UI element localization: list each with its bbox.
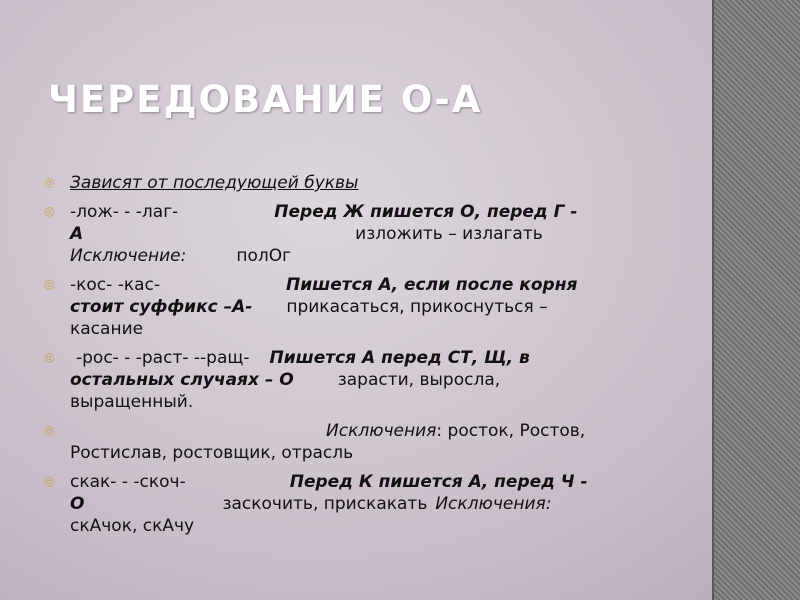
exception-label: Исключения — [326, 421, 437, 441]
rule-text: Перед К пишется А, перед Ч - — [289, 472, 588, 492]
example-text: изложить – излагать — [355, 224, 543, 244]
intro-text: Зависят от последующей буквы — [70, 173, 359, 193]
example-text: заскочить, прискакать — [222, 494, 428, 514]
list-item — [44, 347, 664, 413]
example-text-cont: касание — [70, 319, 144, 339]
root-text: скак- - -скоч- — [70, 472, 186, 492]
example-text: зарасти, выросла, — [337, 370, 501, 390]
list-item — [44, 471, 664, 537]
exception-text: : росток, Ростов, — [436, 421, 586, 441]
example-text-cont: выращенный. — [70, 392, 194, 412]
list-item — [44, 201, 664, 267]
example-text: прикасаться, прикоснуться – — [286, 297, 548, 317]
rule-text-cont: стоит суффикс –А- — [70, 297, 253, 317]
root-text: -рос- - -раст- --ращ- — [76, 348, 250, 368]
rule-text: Пишется А перед СТ, Щ, в — [269, 348, 530, 368]
slide-title: ЧЕРЕДОВАНИЕ О-А — [48, 78, 483, 121]
rule-text: Перед Ж пишется О, перед Г - — [274, 202, 578, 222]
rule-text-cont: О — [70, 494, 85, 514]
exception-text: полОг — [236, 246, 292, 266]
root-text: -лож- - -лаг- — [70, 202, 179, 222]
bullet-icon: ◎ — [44, 175, 55, 189]
bullet-icon: ◎ — [44, 277, 55, 291]
list-item — [44, 420, 664, 464]
exception-text: скАчок, скАчу — [70, 516, 195, 536]
exception-label: Исключение: — [70, 246, 187, 266]
slide-content — [44, 172, 664, 544]
rule-text: Пишется А, если после корня — [286, 275, 578, 295]
rule-text-cont: остальных случаях – О — [70, 370, 294, 390]
bullet-icon: ◎ — [44, 423, 55, 437]
root-text: -кос- -кас- — [70, 275, 160, 295]
exception-text-cont: Ростислав, ростовщик, отрасль — [70, 443, 354, 463]
list-item — [44, 172, 664, 194]
rule-text-cont: А — [70, 224, 84, 244]
bullet-icon: ◎ — [44, 350, 55, 364]
decorative-side-stripes — [712, 0, 800, 600]
bullet-icon: ◎ — [44, 204, 55, 218]
bullet-icon: ◎ — [44, 474, 55, 488]
exception-label: Исключения: — [435, 494, 552, 514]
list-item — [44, 274, 664, 340]
